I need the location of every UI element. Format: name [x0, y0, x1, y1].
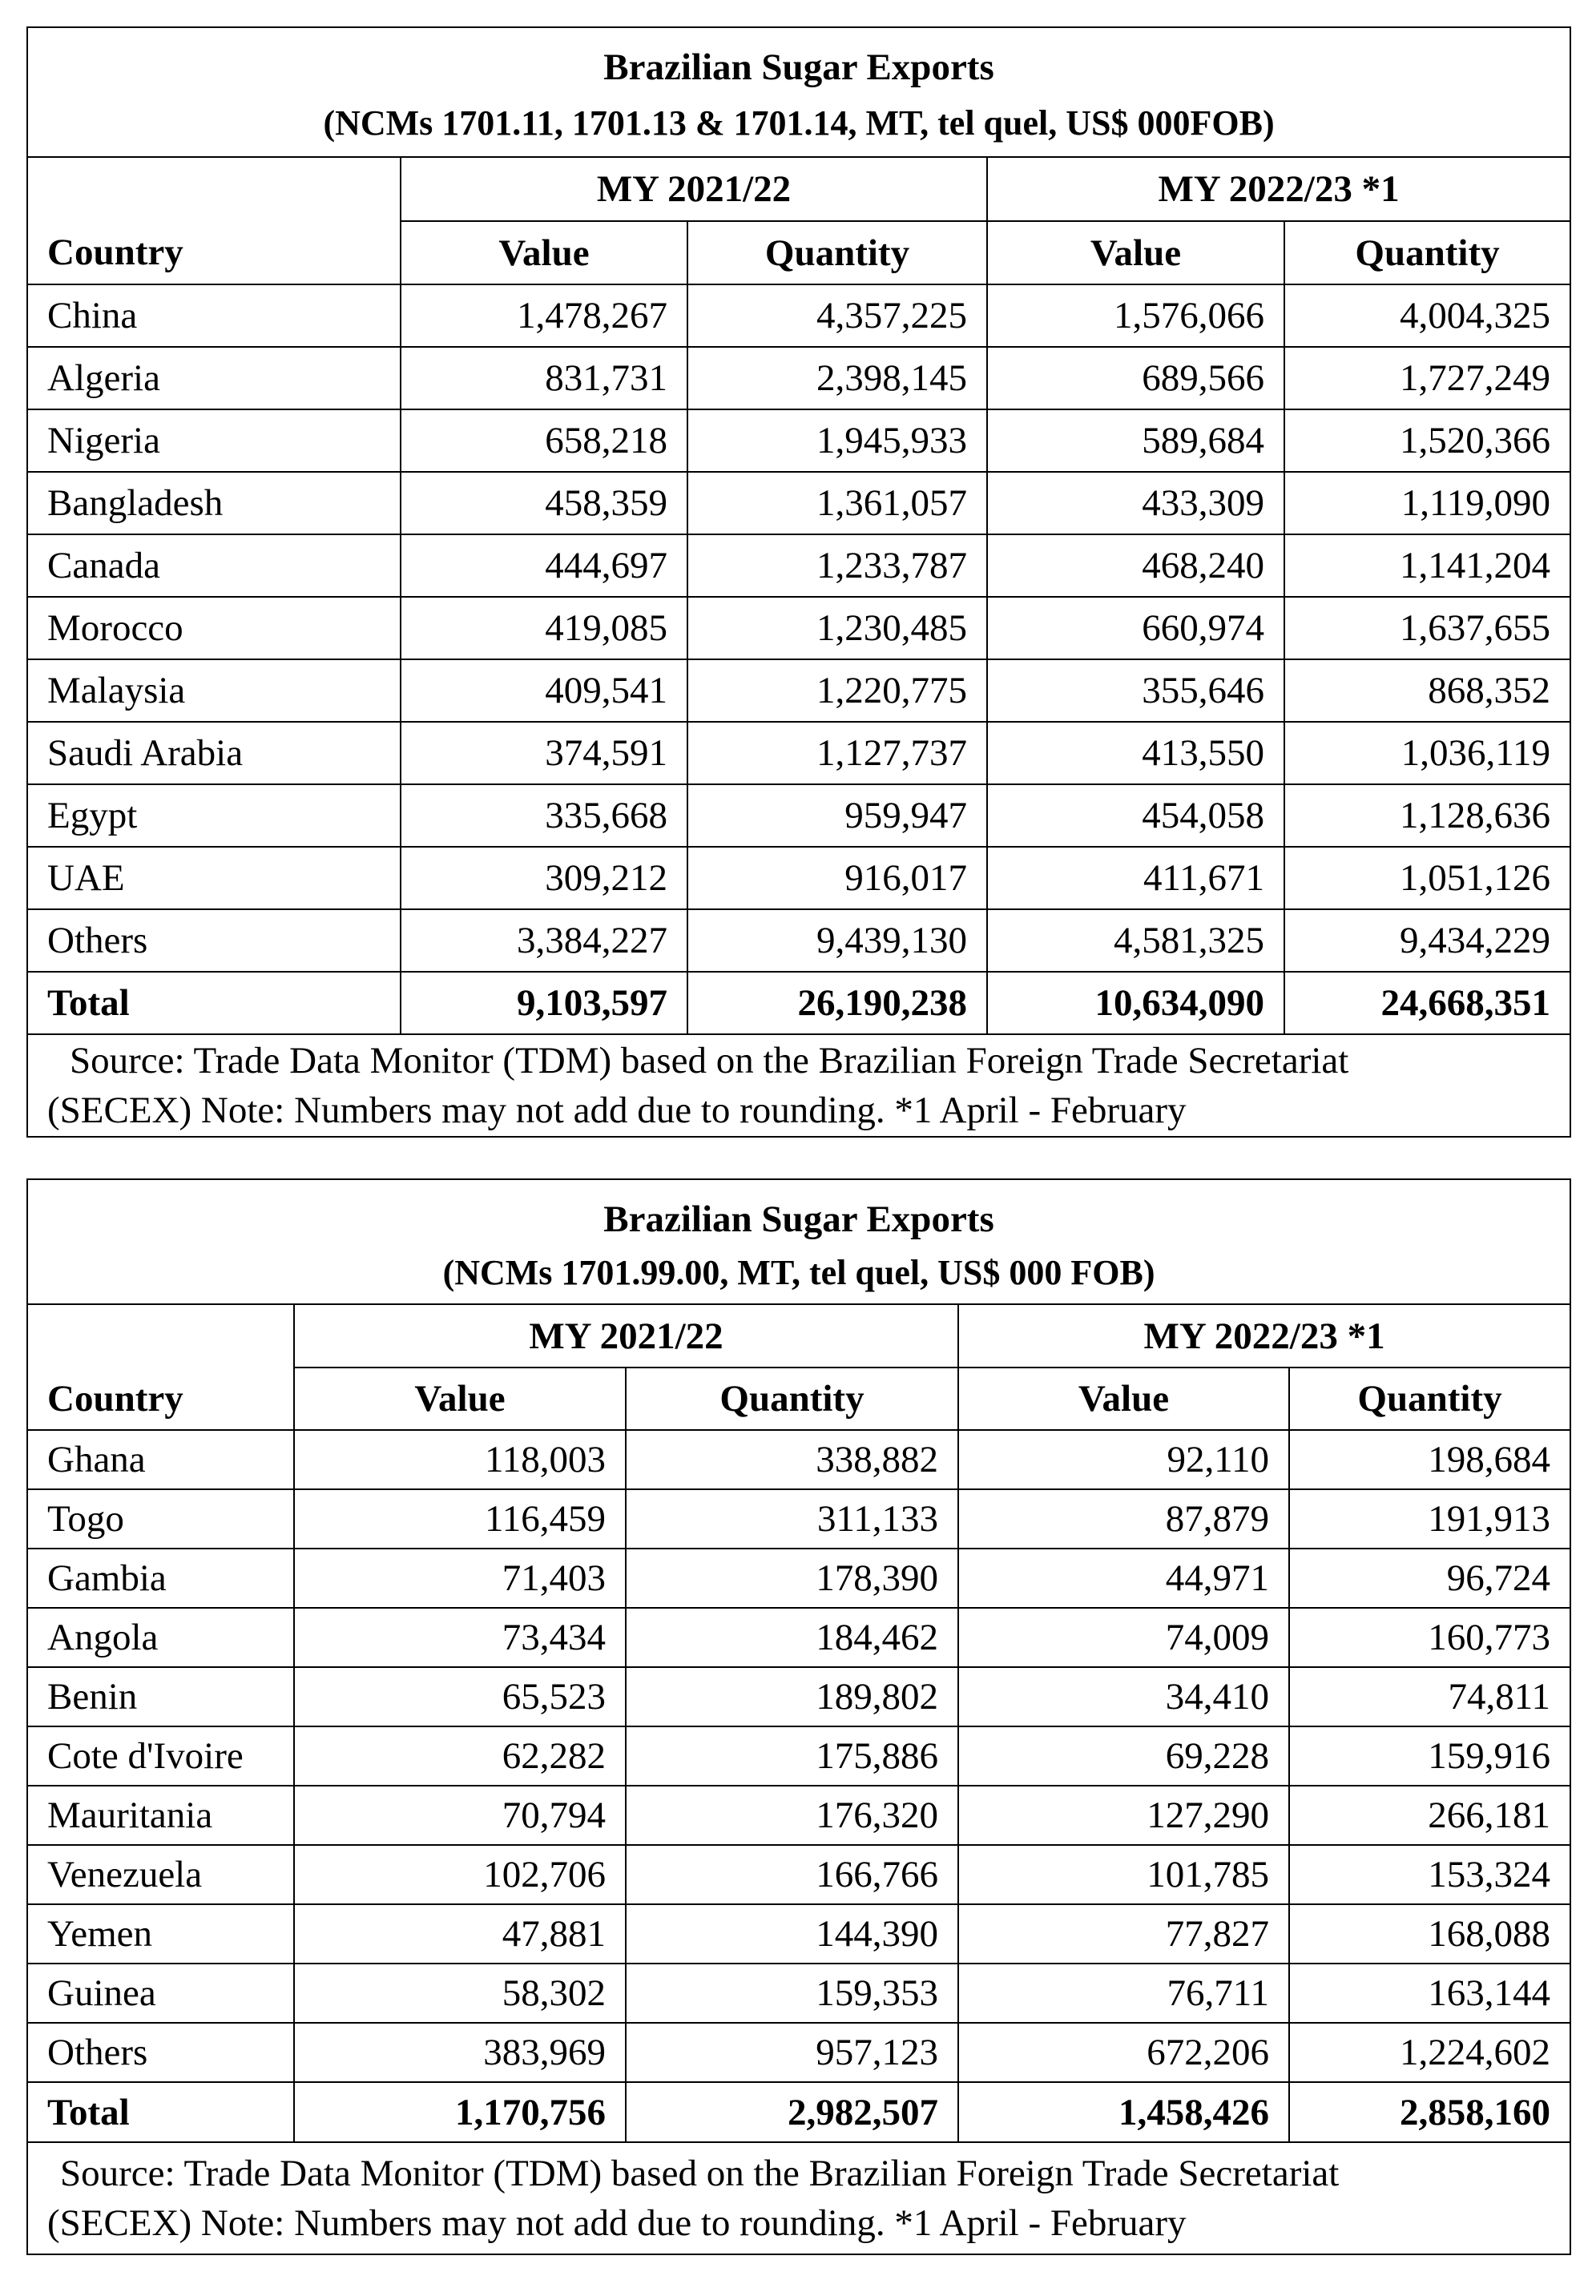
source-note-line-1: Source: Trade Data Monitor (TDM) based on the Brazilian Foreign Trade Secretariat — [70, 1040, 1349, 1082]
table-row — [27, 409, 1570, 472]
source-note — [27, 1034, 1570, 1137]
quantity-cell: 1,727,249 — [1284, 347, 1570, 409]
total-row — [27, 972, 1570, 1034]
quantity-cell: 2,398,145 — [687, 347, 987, 409]
value-cell: 309,212 — [401, 847, 687, 909]
country-cell: Canada — [27, 534, 401, 597]
country-cell: Others — [27, 2023, 294, 2082]
column-header-value-1: Value — [294, 1368, 626, 1430]
quantity-cell: 1,361,057 — [687, 472, 987, 534]
value-cell: 658,218 — [401, 409, 687, 472]
period-header-2: MY 2022/23 *1 — [987, 157, 1570, 221]
quantity-cell: 1,637,655 — [1284, 597, 1570, 659]
quantity-cell: 178,390 — [626, 1549, 958, 1608]
quantity-cell: 1,051,126 — [1284, 847, 1570, 909]
value-cell: 44,971 — [958, 1549, 1289, 1608]
column-header-value-2: Value — [958, 1368, 1289, 1430]
quantity-cell: 1,128,636 — [1284, 784, 1570, 847]
country-cell: Egypt — [27, 784, 401, 847]
quantity-cell: 868,352 — [1284, 659, 1570, 722]
value-cell: 62,282 — [294, 1726, 626, 1786]
value-cell: 413,550 — [987, 722, 1284, 784]
quantity-cell: 311,133 — [626, 1489, 958, 1549]
country-cell: Others — [27, 909, 401, 972]
value-cell: 47,881 — [294, 1904, 626, 1964]
source-note — [27, 2142, 1570, 2254]
table-row — [27, 1845, 1570, 1904]
value-cell: 458,359 — [401, 472, 687, 534]
quantity-cell: 4,357,225 — [687, 284, 987, 347]
value-cell: 1,576,066 — [987, 284, 1284, 347]
period-header-2: MY 2022/23 *1 — [958, 1304, 1570, 1368]
value-cell: 76,711 — [958, 1964, 1289, 2023]
quantity-cell: 96,724 — [1289, 1549, 1570, 1608]
value-cell: 116,459 — [294, 1489, 626, 1549]
table-subtitle: (NCMs 1701.11, 1701.13 & 1701.14, MT, tel quel, US$ 000FOB) — [27, 89, 1570, 157]
total-value-1: 9,103,597 — [401, 972, 687, 1034]
country-cell: Benin — [27, 1667, 294, 1726]
quantity-cell: 166,766 — [626, 1845, 958, 1904]
value-cell: 77,827 — [958, 1904, 1289, 1964]
value-cell: 660,974 — [987, 597, 1284, 659]
quantity-cell: 176,320 — [626, 1786, 958, 1845]
value-cell: 468,240 — [987, 534, 1284, 597]
table-row — [27, 847, 1570, 909]
table-row — [27, 597, 1570, 659]
country-cell: Morocco — [27, 597, 401, 659]
table-row — [27, 2023, 1570, 2082]
value-cell: 101,785 — [958, 1845, 1289, 1904]
country-cell: UAE — [27, 847, 401, 909]
table-row — [27, 659, 1570, 722]
quantity-cell: 957,123 — [626, 2023, 958, 2082]
source-note-line-1: Source: Trade Data Monitor (TDM) based on the Brazilian Foreign Trade Secretariat — [60, 2153, 1340, 2194]
quantity-cell: 1,233,787 — [687, 534, 987, 597]
value-cell: 58,302 — [294, 1964, 626, 2023]
quantity-cell: 266,181 — [1289, 1786, 1570, 1845]
quantity-cell: 338,882 — [626, 1430, 958, 1489]
country-cell: Angola — [27, 1608, 294, 1667]
value-cell: 92,110 — [958, 1430, 1289, 1489]
value-cell: 3,384,227 — [401, 909, 687, 972]
quantity-cell: 198,684 — [1289, 1430, 1570, 1489]
country-cell: Cote d'Ivoire — [27, 1726, 294, 1786]
column-header-quantity-1: Quantity — [626, 1368, 958, 1430]
quantity-cell: 160,773 — [1289, 1608, 1570, 1667]
value-cell: 74,009 — [958, 1608, 1289, 1667]
value-cell: 433,309 — [987, 472, 1284, 534]
value-cell: 589,684 — [987, 409, 1284, 472]
table-row — [27, 1489, 1570, 1549]
value-cell: 102,706 — [294, 1845, 626, 1904]
country-cell: Yemen — [27, 1904, 294, 1964]
country-cell: China — [27, 284, 401, 347]
quantity-cell: 159,353 — [626, 1964, 958, 2023]
quantity-cell: 9,439,130 — [687, 909, 987, 972]
country-cell: Togo — [27, 1489, 294, 1549]
value-cell: 409,541 — [401, 659, 687, 722]
sugar-exports-table-2 — [26, 1178, 1571, 2255]
quantity-cell: 184,462 — [626, 1608, 958, 1667]
value-cell: 1,478,267 — [401, 284, 687, 347]
sugar-exports-table-1 — [26, 26, 1571, 1138]
table-row — [27, 1964, 1570, 2023]
value-cell: 454,058 — [987, 784, 1284, 847]
table-row — [27, 784, 1570, 847]
value-cell: 87,879 — [958, 1489, 1289, 1549]
quantity-cell: 916,017 — [687, 847, 987, 909]
total-row — [27, 2082, 1570, 2142]
total-value-2: 10,634,090 — [987, 972, 1284, 1034]
total-value-2: 1,458,426 — [958, 2082, 1289, 2142]
quantity-cell: 159,916 — [1289, 1726, 1570, 1786]
value-cell: 127,290 — [958, 1786, 1289, 1845]
value-cell: 34,410 — [958, 1667, 1289, 1726]
table-row — [27, 1904, 1570, 1964]
column-header-country: Country — [27, 221, 401, 284]
quantity-cell: 1,945,933 — [687, 409, 987, 472]
value-cell: 65,523 — [294, 1667, 626, 1726]
table-row — [27, 1549, 1570, 1608]
table-row — [27, 1608, 1570, 1667]
country-cell: Algeria — [27, 347, 401, 409]
table-row — [27, 1786, 1570, 1845]
table-row — [27, 722, 1570, 784]
total-quantity-1: 26,190,238 — [687, 972, 987, 1034]
table-title: Brazilian Sugar Exports — [27, 27, 1570, 89]
period-header-1: MY 2021/22 — [401, 157, 987, 221]
table-row — [27, 534, 1570, 597]
value-cell: 73,434 — [294, 1608, 626, 1667]
corner-cell — [27, 157, 401, 221]
value-cell: 672,206 — [958, 2023, 1289, 2082]
total-label: Total — [27, 2082, 294, 2142]
total-quantity-2: 2,858,160 — [1289, 2082, 1570, 2142]
value-cell: 444,697 — [401, 534, 687, 597]
table-row — [27, 909, 1570, 972]
quantity-cell: 191,913 — [1289, 1489, 1570, 1549]
quantity-cell: 175,886 — [626, 1726, 958, 1786]
total-quantity-2: 24,668,351 — [1284, 972, 1570, 1034]
table-title: Brazilian Sugar Exports — [27, 1179, 1570, 1241]
source-note-line-2: (SECEX) Note: Numbers may not add due to rounding. *1 April - February — [47, 1090, 1187, 1131]
value-cell: 419,085 — [401, 597, 687, 659]
quantity-cell: 74,811 — [1289, 1667, 1570, 1726]
quantity-cell: 4,004,325 — [1284, 284, 1570, 347]
value-cell: 118,003 — [294, 1430, 626, 1489]
value-cell: 70,794 — [294, 1786, 626, 1845]
country-cell: Gambia — [27, 1549, 294, 1608]
value-cell: 4,581,325 — [987, 909, 1284, 972]
country-cell: Saudi Arabia — [27, 722, 401, 784]
column-header-quantity-1: Quantity — [687, 221, 987, 284]
quantity-cell: 163,144 — [1289, 1964, 1570, 2023]
quantity-cell: 1,119,090 — [1284, 472, 1570, 534]
country-cell: Nigeria — [27, 409, 401, 472]
country-cell: Guinea — [27, 1964, 294, 2023]
country-cell: Mauritania — [27, 1786, 294, 1845]
quantity-cell: 168,088 — [1289, 1904, 1570, 1964]
country-cell: Venezuela — [27, 1845, 294, 1904]
column-header-value-2: Value — [987, 221, 1284, 284]
table-row — [27, 472, 1570, 534]
table-row — [27, 347, 1570, 409]
quantity-cell: 1,224,602 — [1289, 2023, 1570, 2082]
column-header-value-1: Value — [401, 221, 687, 284]
value-cell: 374,591 — [401, 722, 687, 784]
total-quantity-1: 2,982,507 — [626, 2082, 958, 2142]
value-cell: 69,228 — [958, 1726, 1289, 1786]
corner-cell — [27, 1304, 294, 1368]
table-row — [27, 1667, 1570, 1726]
total-label: Total — [27, 972, 401, 1034]
column-header-quantity-2: Quantity — [1289, 1368, 1570, 1430]
quantity-cell: 153,324 — [1289, 1845, 1570, 1904]
value-cell: 831,731 — [401, 347, 687, 409]
value-cell: 411,671 — [987, 847, 1284, 909]
value-cell: 71,403 — [294, 1549, 626, 1608]
quantity-cell: 9,434,229 — [1284, 909, 1570, 972]
column-header-quantity-2: Quantity — [1284, 221, 1570, 284]
table-row — [27, 1430, 1570, 1489]
value-cell: 335,668 — [401, 784, 687, 847]
table-subtitle: (NCMs 1701.99.00, MT, tel quel, US$ 000 FOB) — [27, 1241, 1570, 1304]
quantity-cell: 959,947 — [687, 784, 987, 847]
quantity-cell: 144,390 — [626, 1904, 958, 1964]
country-cell: Bangladesh — [27, 472, 401, 534]
source-note-line-2: (SECEX) Note: Numbers may not add due to rounding. *1 April - February — [47, 2202, 1187, 2244]
table-row — [27, 1726, 1570, 1786]
quantity-cell: 189,802 — [626, 1667, 958, 1726]
period-header-1: MY 2021/22 — [294, 1304, 958, 1368]
table-row — [27, 284, 1570, 347]
quantity-cell: 1,127,737 — [687, 722, 987, 784]
country-cell: Ghana — [27, 1430, 294, 1489]
quantity-cell: 1,220,775 — [687, 659, 987, 722]
value-cell: 355,646 — [987, 659, 1284, 722]
quantity-cell: 1,230,485 — [687, 597, 987, 659]
quantity-cell: 1,141,204 — [1284, 534, 1570, 597]
value-cell: 689,566 — [987, 347, 1284, 409]
column-header-country: Country — [27, 1368, 294, 1430]
quantity-cell: 1,520,366 — [1284, 409, 1570, 472]
value-cell: 383,969 — [294, 2023, 626, 2082]
total-value-1: 1,170,756 — [294, 2082, 626, 2142]
quantity-cell: 1,036,119 — [1284, 722, 1570, 784]
country-cell: Malaysia — [27, 659, 401, 722]
